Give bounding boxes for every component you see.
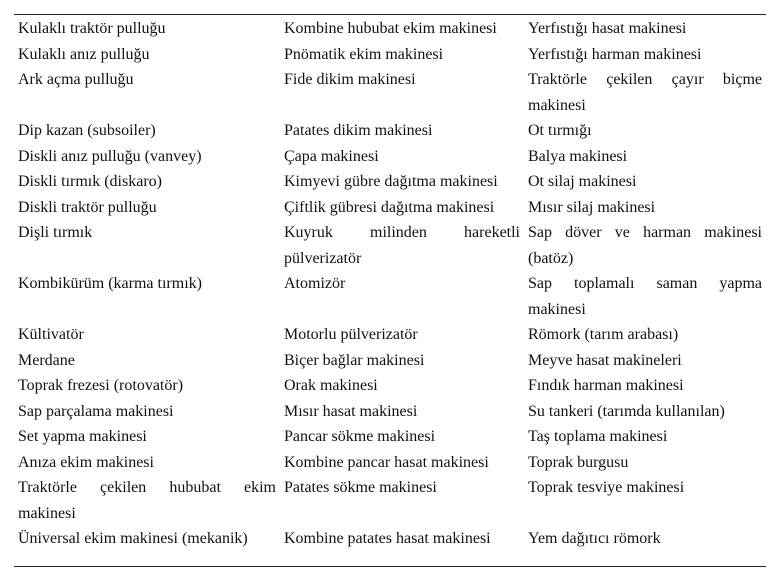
table-cell: Kulaklı traktör pulluğu [18, 20, 166, 37]
table-cell: Anıza ekim makinesi [18, 453, 154, 471]
table-cell: Kuyruk milinden hareketli pülverizatör [284, 224, 520, 267]
table-cell: Ot silaj makinesi [528, 173, 637, 190]
table-cell: Yem dağıtıcı römork [528, 530, 661, 547]
table-top-rule [14, 14, 766, 15]
table-cell: Kombine patates hasat makinesi [284, 530, 491, 547]
table-cell: Pnömatik ekim makinesi [284, 45, 444, 63]
table-row [14, 373, 766, 399]
table-row [14, 424, 766, 450]
table-row [14, 118, 766, 144]
table-row [14, 195, 766, 221]
table-cell: Meyve hasat makineleri [528, 351, 682, 369]
table-cell: Diskli anız pulluğu (vanvey) [18, 147, 202, 165]
table-cell: Set yapma makinesi [18, 428, 147, 445]
table-cell: Ot tırmığı [528, 122, 592, 139]
table-cell: Traktörle çekilen çayır biçme makinesi [528, 71, 762, 114]
table-cell: Patates dikim makinesi [284, 122, 433, 139]
table-cell: Kombikürüm (karma tırmık) [18, 275, 202, 292]
table-cell: Toprak burgusu [528, 453, 629, 471]
table-cell: Atomizör [284, 275, 346, 292]
table-cell: Çiftlik gübresi dağıtma makinesi [284, 198, 495, 216]
table-row [14, 144, 766, 170]
table-cell: Çapa makinesi [284, 147, 379, 165]
table-cell: Dip kazan (subsoiler) [18, 122, 156, 139]
table-cell: Sap döver ve harman makinesi (batöz) [528, 224, 762, 267]
table-cell: Toprak tesviye makinesi [528, 479, 685, 496]
table-row [14, 475, 766, 526]
table-cell: Diskli traktör pulluğu [18, 198, 157, 216]
table-cell: Su tankeri (tarımda kullanılan) [528, 402, 725, 420]
table-body [14, 16, 766, 552]
table-cell: Mısır hasat makinesi [284, 402, 418, 420]
table-row [14, 271, 766, 322]
table-cell: Fındık harman makinesi [528, 377, 684, 394]
table-cell: Pancar sökme makinesi [284, 428, 436, 445]
table-cell: Kültivatör [18, 326, 84, 343]
machinery-table [14, 16, 766, 552]
table-cell: Motorlu pülverizatör [284, 326, 418, 343]
table-row [14, 348, 766, 374]
table-row [14, 450, 766, 476]
table-cell: Balya makinesi [528, 147, 628, 165]
table-cell: Ark açma pulluğu [18, 71, 134, 88]
table-row [14, 42, 766, 68]
table-cell: Fide dikim makinesi [284, 71, 416, 88]
table-row [14, 67, 766, 118]
table-cell: Römork (tarım arabası) [528, 326, 679, 343]
table-cell: Sap toplamalı saman yapma makinesi [528, 275, 762, 318]
table-row [14, 16, 766, 42]
table-cell: Biçer bağlar makinesi [284, 351, 425, 369]
table-cell: Üniversal ekim makinesi (mekanik) [18, 530, 248, 547]
table-row [14, 322, 766, 348]
table-cell: Kulaklı anız pulluğu [18, 45, 150, 63]
table-cell: Patates sökme makinesi [284, 479, 437, 496]
table-row [14, 220, 766, 271]
table-row [14, 169, 766, 195]
table-cell: Yerfıstığı hasat makinesi [528, 20, 687, 37]
table-cell: Merdane [18, 351, 75, 369]
table-cell: Kombine pancar hasat makinesi [284, 453, 489, 471]
table-cell: Toprak frezesi (rotovatör) [18, 377, 184, 394]
table-cell: Orak makinesi [284, 377, 378, 394]
table-bottom-rule [14, 566, 766, 567]
table-cell: Kimyevi gübre dağıtma makinesi [284, 173, 498, 190]
table-cell: Mısır silaj makinesi [528, 198, 656, 216]
table-cell: Sap parçalama makinesi [18, 402, 174, 420]
table-cell: Traktörle çekilen hububat ekim makinesi [18, 479, 276, 522]
table-cell: Taş toplama makinesi [528, 428, 668, 445]
table-cell: Yerfıstığı harman makinesi [528, 45, 702, 63]
table-cell: Diskli tırmık (diskaro) [18, 173, 162, 190]
table-row [14, 399, 766, 425]
table-cell: Dişli tırmık [18, 224, 93, 241]
table-row [14, 526, 766, 552]
table-cell: Kombine hububat ekim makinesi [284, 20, 497, 37]
